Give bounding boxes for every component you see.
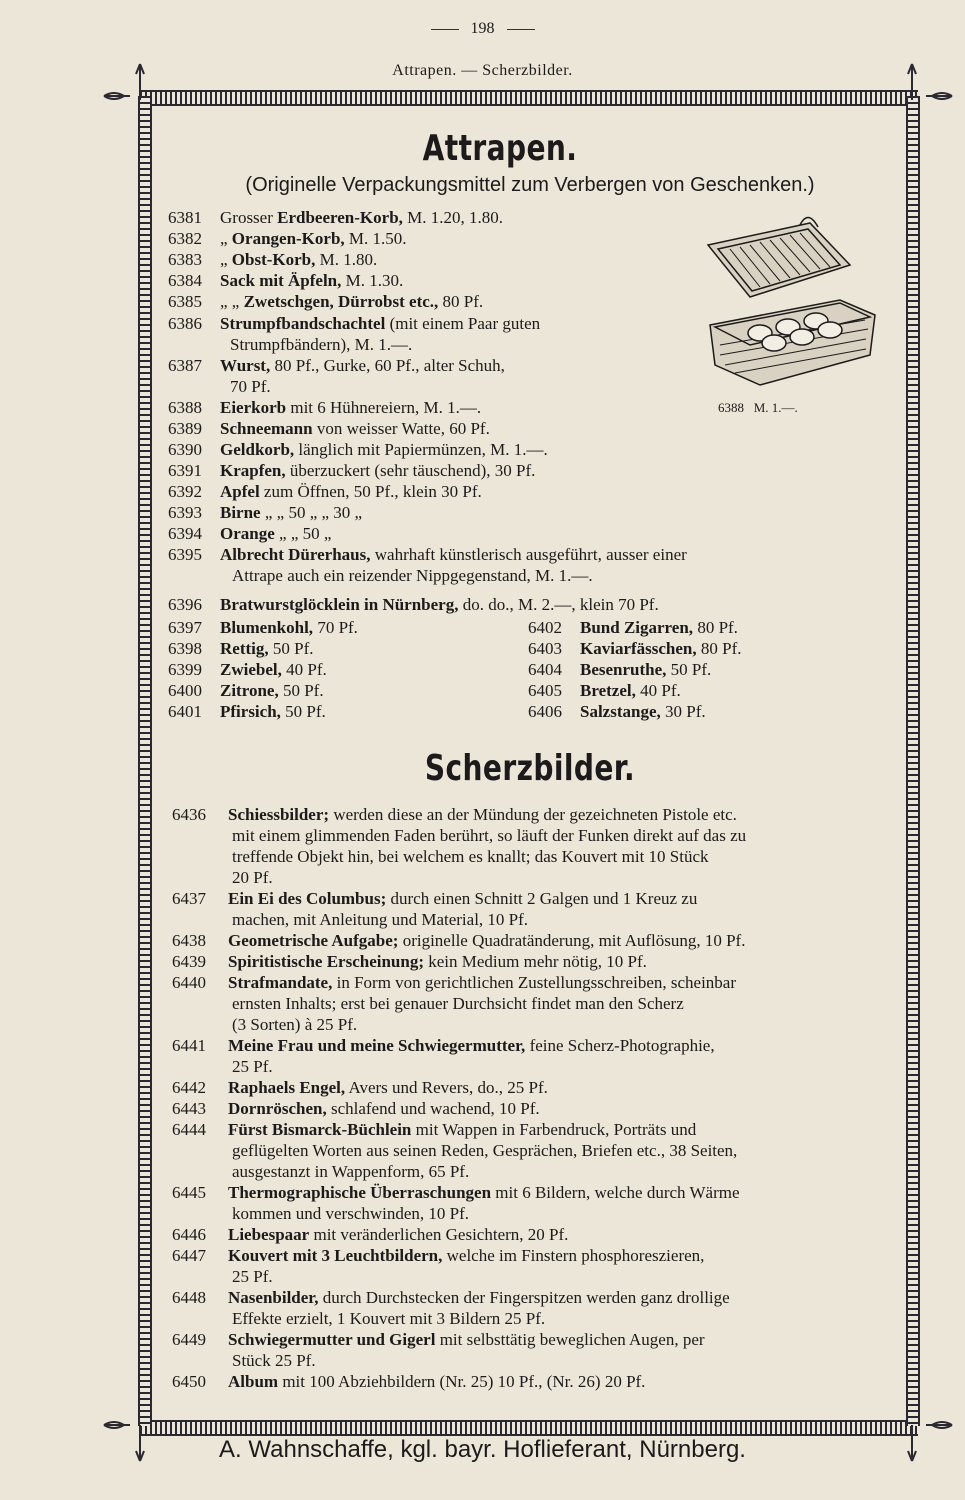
item-number: 6388 [168, 398, 202, 417]
item-details: 80 Pf. [696, 639, 742, 658]
item-number: 6404 [528, 660, 562, 679]
item-name: Albrecht Dürerhaus, [220, 545, 371, 564]
item-text [228, 1119, 696, 1140]
item-number: 6393 [168, 503, 202, 522]
item-name: Obst-Korb, [231, 250, 316, 269]
page-number [0, 20, 965, 38]
figure-caption [718, 400, 798, 416]
item-continuation: geflügelten Worten aus seinen Reden, Gesprächen, Briefen etc., 38 Seiten, [232, 1141, 738, 1160]
item-number: 6436 [172, 805, 206, 824]
item-name: Thermographische Überraschungen [228, 1183, 492, 1202]
item-number: 6401 [168, 702, 202, 721]
item-details: zum Öffnen, 50 Pf., klein 30 Pf. [259, 482, 482, 501]
item-number: 6446 [172, 1225, 206, 1244]
item-text [580, 638, 742, 659]
item-text [228, 930, 745, 951]
item-details: M. 1.20, 1.80. [402, 208, 504, 227]
item-details: mit 6 Hühnereiern, M. 1.—. [286, 398, 482, 417]
item-text [220, 502, 362, 523]
item-details: welche im Finstern phosphoreszieren, [442, 1246, 705, 1265]
item-continuation: Strumpfbändern), M. 1.—. [230, 335, 413, 354]
item-number: 6440 [172, 973, 206, 992]
item-name: Krapfen, [220, 461, 286, 480]
item-number: 6387 [168, 356, 202, 375]
item-details: kein Medium mehr nötig, 10 Pf. [424, 952, 647, 971]
item-number: 6392 [168, 482, 202, 501]
item-text [220, 313, 540, 334]
item-name: Orange [220, 524, 275, 543]
item-details: durch Durchstecken der Fingerspitzen werden ganz drollige [318, 1288, 730, 1307]
item-text [220, 397, 481, 418]
item-continuation: Attrape auch ein reizender Nippgegenstand, M. 1.—. [232, 566, 593, 585]
item-name: Zwiebel, [220, 660, 282, 679]
frame-left-border [138, 96, 152, 1426]
item-number: 6391 [168, 461, 202, 480]
item-text [228, 888, 697, 909]
item-number: 6449 [172, 1330, 206, 1349]
item-details: mit selbsttätig beweglichen Augen, per [435, 1330, 705, 1349]
item-details: 70 Pf. [313, 618, 358, 637]
item-text [220, 680, 324, 701]
item-details: 50 Pf. [666, 660, 712, 679]
item-text [220, 659, 327, 680]
item-details: M. 1.30. [341, 271, 404, 290]
item-details: 40 Pf. [635, 681, 681, 700]
item-continuation: ernsten Inhalts; erst bei genauer Durchsicht findet man den Scherz [232, 994, 684, 1013]
item-details: 50 Pf. [268, 639, 314, 658]
item-number: 6396 [168, 595, 202, 614]
item-number: 6385 [168, 292, 202, 311]
publisher-footer: A. Wahnschaffe, kgl. bayr. Hoflieferant, Nürnberg. [219, 1436, 746, 1463]
item-number: 6395 [168, 545, 202, 564]
item-details: von weisser Watte, 60 Pf. [312, 419, 490, 438]
item-name: Besenruthe, [580, 660, 667, 679]
item-number: 6448 [172, 1288, 206, 1307]
item-details: in Form von gerichtlichen Zustellungsschreiben, scheinbar [332, 973, 737, 992]
item-text [220, 207, 503, 228]
item-name: Geldkorb, [220, 440, 295, 459]
item-continuation: 25 Pf. [232, 1267, 273, 1286]
figure-caption-number: 6388 [718, 400, 744, 415]
item-number: 6398 [168, 639, 202, 658]
item-text [580, 680, 681, 701]
item-text [228, 1224, 568, 1245]
item-name: Zitrone, [220, 681, 279, 700]
item-text [220, 594, 659, 615]
item-name: Orangen-Korb, [231, 229, 345, 248]
item-name: Zwetschgen, Dürrobst etc., [243, 292, 439, 311]
item-details: wahrhaft künstlerisch ausgeführt, ausser einer [370, 545, 687, 564]
item-name: Album [228, 1372, 279, 1391]
item-number: 6439 [172, 952, 206, 971]
item-name: Raphaels Engel, [228, 1078, 346, 1097]
item-details: überzuckert (sehr täuschend), 30 Pf. [285, 461, 536, 480]
item-name: Blumenkohl, [220, 618, 314, 637]
item-name: Strafmandate, [228, 973, 333, 992]
ornament-dash [431, 29, 459, 30]
item-text [228, 1035, 715, 1056]
item-prefix: „ [220, 250, 232, 269]
item-details: 80 Pf. [693, 618, 738, 637]
frame-top-border [140, 90, 918, 106]
item-name: Ein Ei des Columbus; [228, 889, 387, 908]
item-text [228, 1287, 730, 1308]
item-name: Dornröschen, [228, 1099, 327, 1118]
item-name: Bretzel, [580, 681, 636, 700]
item-continuation: treffende Objekt hin, bei welchem es knallt; das Kouvert mit 10 Stück [232, 847, 709, 866]
item-text [220, 439, 548, 460]
item-details: schlafend und wachend, 10 Pf. [326, 1099, 540, 1118]
item-details: länglich mit Papiermünzen, M. 1.—. [294, 440, 548, 459]
item-name: Schneemann [220, 419, 313, 438]
item-number: 6394 [168, 524, 202, 543]
item-number: 6450 [172, 1372, 206, 1391]
item-text [228, 1371, 645, 1392]
item-name: Schiessbilder; [228, 805, 330, 824]
item-details: mit 6 Bildern, welche durch Wärme [491, 1183, 740, 1202]
item-number: 6389 [168, 419, 202, 438]
item-text [228, 1077, 548, 1098]
item-continuation: 20 Pf. [232, 868, 273, 887]
frame-corner-ornament-top-left [100, 60, 160, 120]
item-name: Spiritistische Erscheinung; [228, 952, 424, 971]
item-details: (mit einem Paar guten [385, 314, 541, 333]
item-number: 6390 [168, 440, 202, 459]
item-continuation: ausgestanzt in Wappenform, 65 Pf. [232, 1162, 470, 1181]
item-number: 6441 [172, 1036, 206, 1055]
item-number: 6400 [168, 681, 202, 700]
item-text [220, 460, 535, 481]
item-text [580, 701, 706, 722]
item-prefix: Grosser [220, 208, 278, 227]
item-text [228, 1182, 740, 1203]
item-name: Bund Zigarren, [580, 618, 694, 637]
item-continuation: kommen und verschwinden, 10 Pf. [232, 1204, 470, 1223]
item-number: 6399 [168, 660, 202, 679]
figure-caption-price: M. 1.—. [753, 400, 798, 415]
item-details: 50 Pf. [280, 702, 326, 721]
item-number: 6437 [172, 889, 206, 908]
item-details: „ „ 50 „ „ 30 „ [260, 503, 363, 522]
item-details: „ „ 50 „ [274, 524, 332, 543]
item-text [220, 544, 687, 565]
item-number: 6386 [168, 314, 202, 333]
item-details: werden diese an der Mündung der gezeichneten Pistole etc. [329, 805, 737, 824]
item-text [228, 1245, 704, 1266]
item-continuation: (3 Sorten) à 25 Pf. [232, 1015, 358, 1034]
item-text [228, 1329, 705, 1350]
item-text [228, 1098, 540, 1119]
item-name: Wurst, [220, 356, 271, 375]
running-head: Attrapen. — Scherzbilder. [392, 62, 573, 79]
item-text [220, 291, 483, 312]
item-number: 6442 [172, 1078, 206, 1097]
item-continuation: 70 Pf. [230, 377, 271, 396]
item-name: Sack mit Äpfeln, [220, 271, 342, 290]
item-number: 6405 [528, 681, 562, 700]
item-name: Salzstange, [580, 702, 661, 721]
frame-right-border [906, 96, 920, 1426]
item-text [228, 972, 736, 993]
item-details: 80 Pf., Gurke, 60 Pf., alter Schuh, [270, 356, 505, 375]
item-details: 40 Pf. [281, 660, 327, 679]
egg-basket-illustration [690, 205, 890, 395]
section-title-scherzbilder: Scherzbilder. [424, 748, 636, 789]
item-text [220, 270, 403, 291]
item-number: 6403 [528, 639, 562, 658]
item-details: 80 Pf. [438, 292, 484, 311]
item-prefix: „ „ [220, 292, 244, 311]
item-details: originelle Quadratänderung, mit Auflösung, 10 Pf. [398, 931, 746, 950]
item-details: mit veränderlichen Gesichtern, 20 Pf. [309, 1225, 569, 1244]
item-continuation: mit einem glimmenden Faden berührt, so läuft der Funken direkt auf das zu [232, 826, 747, 845]
item-name: Kaviarfässchen, [580, 639, 697, 658]
item-name: Eierkorb [220, 398, 287, 417]
item-continuation: 25 Pf. [232, 1057, 273, 1076]
item-details: do. do., M. 2.—, klein 70 Pf. [458, 595, 659, 614]
item-name: Strumpfbandschachtel [220, 314, 386, 333]
item-text [580, 617, 738, 638]
item-name: Birne [220, 503, 261, 522]
item-name: Schwiegermutter und Gigerl [228, 1330, 436, 1349]
item-details: durch einen Schnitt 2 Galgen und 1 Kreuz zu [386, 889, 698, 908]
item-text [220, 249, 377, 270]
item-text [220, 228, 407, 249]
section-title-attrapen: Attrapen. [422, 128, 578, 169]
item-name: Kouvert mit 3 Leuchtbildern, [228, 1246, 443, 1265]
item-name: Pfirsich, [220, 702, 281, 721]
item-text [220, 418, 490, 439]
item-text [220, 523, 331, 544]
item-number: 6397 [168, 618, 202, 637]
item-number: 6406 [528, 702, 562, 721]
item-text [580, 659, 711, 680]
item-number: 6384 [168, 271, 202, 290]
item-number: 6383 [168, 250, 202, 269]
item-text [228, 804, 737, 825]
item-number: 6438 [172, 931, 206, 950]
ornament-dash [507, 29, 535, 30]
item-text [220, 481, 482, 502]
item-continuation: Effekte erzielt, 1 Kouvert mit 3 Bildern 25 Pf. [232, 1309, 546, 1328]
item-number: 6381 [168, 208, 202, 227]
item-number: 6382 [168, 229, 202, 248]
item-name: Liebespaar [228, 1225, 310, 1244]
item-details: M. 1.50. [344, 229, 407, 248]
item-name: Fürst Bismarck-Büchlein [228, 1120, 412, 1139]
item-details: Avers und Revers, do., 25 Pf. [345, 1078, 548, 1097]
item-name: Geometrische Aufgabe; [228, 931, 399, 950]
item-details: mit Wappen in Farbendruck, Porträts und [411, 1120, 697, 1139]
item-number: 6444 [172, 1120, 206, 1139]
item-text [220, 355, 505, 376]
item-prefix: „ [220, 229, 232, 248]
item-number: 6402 [528, 618, 562, 637]
item-details: 50 Pf. [278, 681, 324, 700]
item-details: 30 Pf. [660, 702, 706, 721]
item-details: mit 100 Abziehbildern (Nr. 25) 10 Pf., (Nr. 26) 20 Pf. [278, 1372, 646, 1391]
item-number: 6445 [172, 1183, 206, 1202]
item-continuation: machen, mit Anleitung und Material, 10 Pf. [232, 910, 529, 929]
item-text [228, 951, 647, 972]
item-details: feine Scherz-Photographie, [525, 1036, 715, 1055]
item-text [220, 638, 314, 659]
item-text [220, 701, 326, 722]
item-name: Bratwurstglöcklein in Nürnberg, [220, 595, 459, 614]
section-subtitle-attrapen: (Originelle Verpackungsmittel zum Verbergen von Geschenken.) [245, 174, 815, 196]
item-details: M. 1.80. [315, 250, 378, 269]
frame-corner-ornament-top-right [896, 60, 956, 120]
frame-bottom-border [140, 1420, 918, 1436]
item-name: Erdbeeren-Korb, [277, 208, 403, 227]
item-name: Apfel [220, 482, 260, 501]
item-text [220, 617, 358, 638]
item-continuation: Stück 25 Pf. [232, 1351, 316, 1370]
item-name: Nasenbilder, [228, 1288, 319, 1307]
item-name: Meine Frau und meine Schwiegermutter, [228, 1036, 526, 1055]
page-number-text: 198 [470, 20, 495, 37]
item-number: 6447 [172, 1246, 206, 1265]
item-number: 6443 [172, 1099, 206, 1118]
item-name: Rettig, [220, 639, 269, 658]
